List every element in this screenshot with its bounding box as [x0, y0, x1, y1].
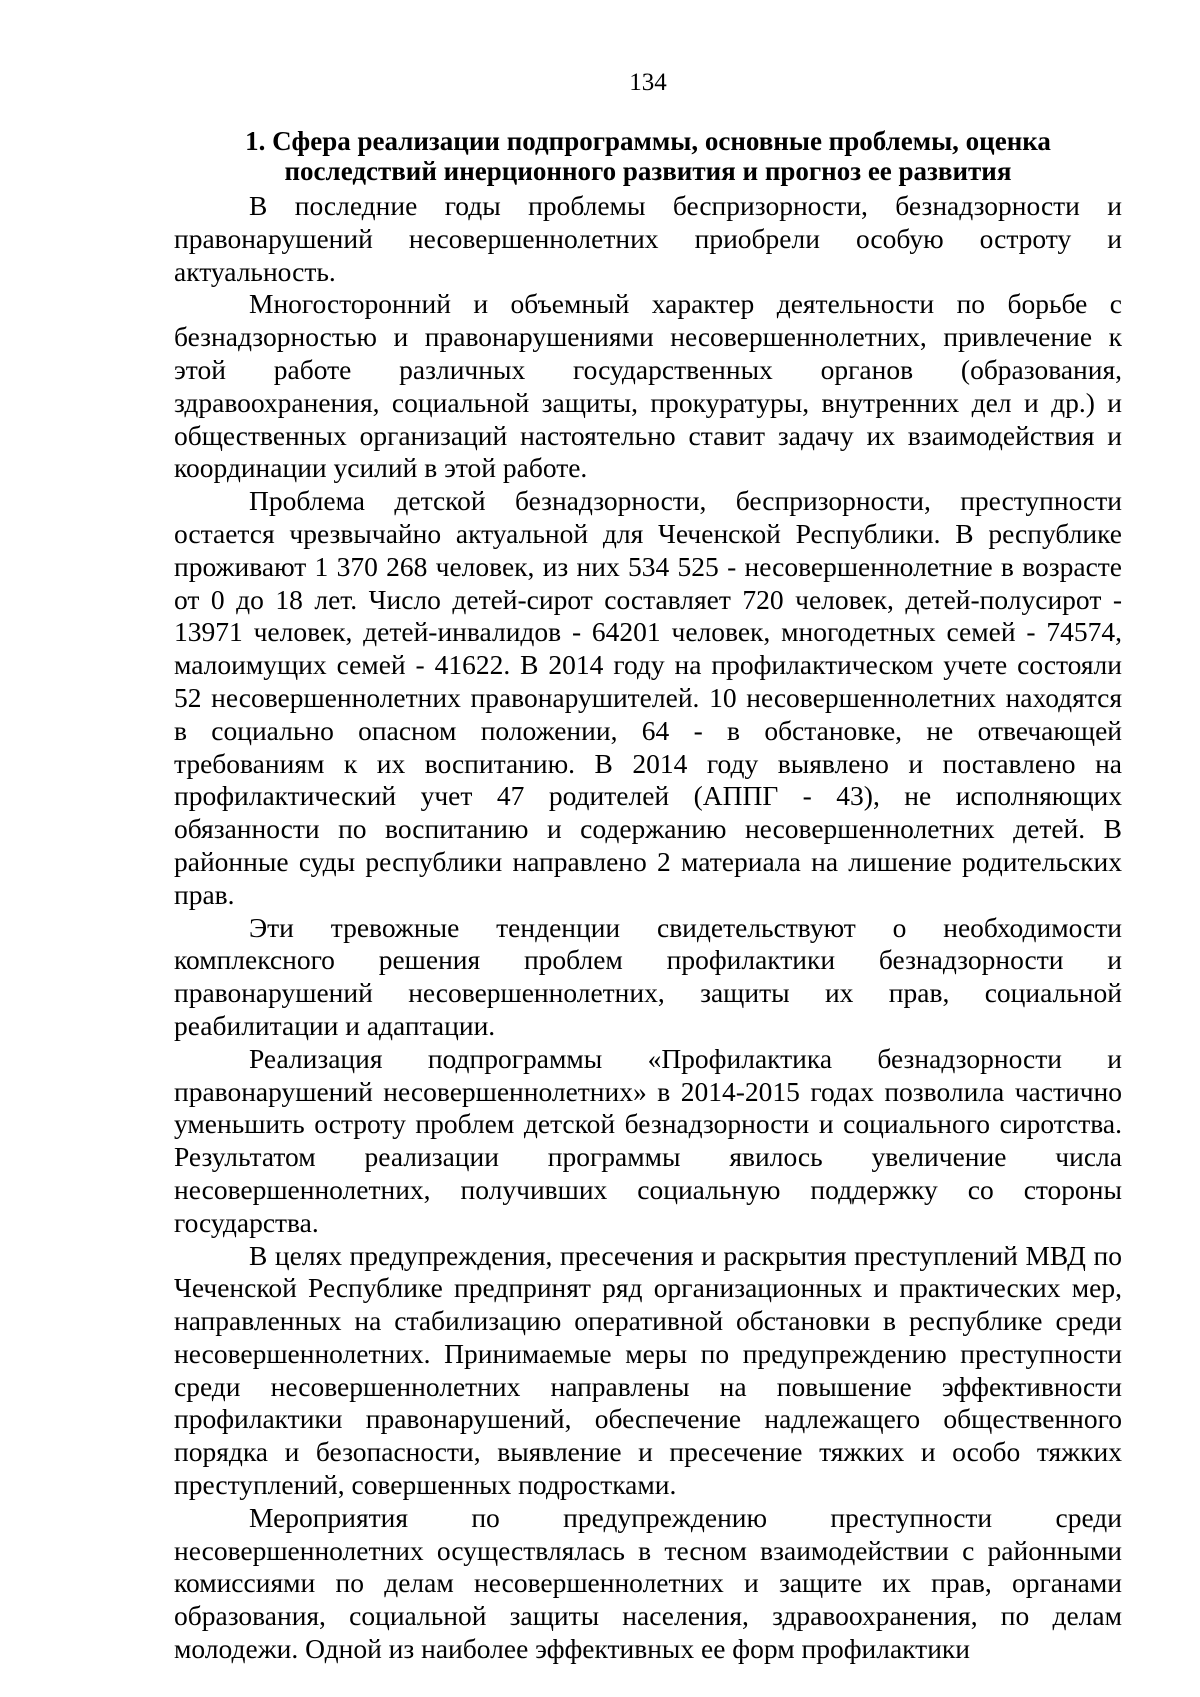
section-title-line-1: 1. Сфера реализации подпрограммы, основные проблемы, оценка: [245, 126, 1051, 156]
paragraph-4: Эти тревожные тенденции свидетельствуют о необходимости комплексного решения проблем профилактики безнадзорности и правонарушений несовершеннолетних, защиты их прав, социальной реабилитации и адаптации.: [174, 911, 1122, 1041]
paragraph-6: В целях предупреждения, пресечения и раскрытия преступлений МВД по Чеченской Республике предпринят ряд организационных и практических мер, направленных на стабилизацию оперативной обстановки в республике среди несовершеннолетних. Принимаемые меры по предупреждению преступности среди несовершеннолетних направлены на повышение эффективности профилактики правонарушений, обеспечение надлежащего общественного порядка и безопасности, выявление и пресечение тяжких и особо тяжких преступлений, совершенных подростками.: [174, 1239, 1122, 1501]
paragraph-7: Мероприятия по предупреждению преступности среди несовершеннолетних осуществлялась в тесном взаимодействии с районными комиссиями по делам несовершеннолетних и защите их прав, органами образования, социальной защиты населения, здравоохранения, по делам молодежи. Одной из наиболее эффективных ее форм профилактики: [174, 1501, 1122, 1665]
paragraph-2: Многосторонний и объемный характер деятельности по борьбе с безнадзорностью и правонарушениями несовершеннолетних, привлечение к этой работе различных государственных органов (образования, здравоохранения, социальной защиты, прокуратуры, внутренних дел и др.) и общественных организаций настоятельно ставит задачу их взаимодействия и координации усилий в этой работе.: [174, 288, 1122, 484]
section-title-line-2: последствий инерционного развития и прогноз ее развития: [284, 156, 1012, 186]
section-title: [174, 126, 1122, 186]
paragraph-5: Реализация подпрограммы «Профилактика безнадзорности и правонарушений несовершеннолетних» в 2014-2015 годах позволила частично уменьшить остроту проблем детской безнадзорности и социального сиротства. Результатом реализации программы явилось увеличение числа несовершеннолетних, получивших социальную поддержку со стороны государства.: [174, 1042, 1122, 1238]
page-number: 134: [629, 69, 667, 96]
body-text: [174, 190, 1122, 1666]
paragraph-1: В последние годы проблемы беспризорности, безнадзорности и правонарушений несовершеннолетних приобрели особую остроту и актуальность.: [174, 190, 1122, 287]
paragraph-3: Проблема детской безнадзорности, беспризорности, преступности остается чрезвычайно актуальной для Чеченской Республики. В республике проживают 1 370 268 человек, из них 534 525 - несовершеннолетние в возрасте от 0 до 18 лет. Число детей-сирот составляет 720 человек, детей-полусирот - 13971 человек, детей-инвалидов - 64201 человек, многодетных семей - 74574, малоимущих семей - 41622. В 2014 году на профилактическом учете состояли 52 несовершеннолетних правонарушителей. 10 несовершеннолетних находятся в социально опасном положении, 64 - в обстановке, не отвечающей требованиям к их воспитанию. В 2014 году выявлено и поставлено на профилактический учет 47 родителей (АППГ - 43), не исполняющих обязанности по воспитанию и содержанию несовершеннолетних детей. В районные суды республики направлено 2 материала на лишение родительских прав.: [174, 485, 1122, 910]
